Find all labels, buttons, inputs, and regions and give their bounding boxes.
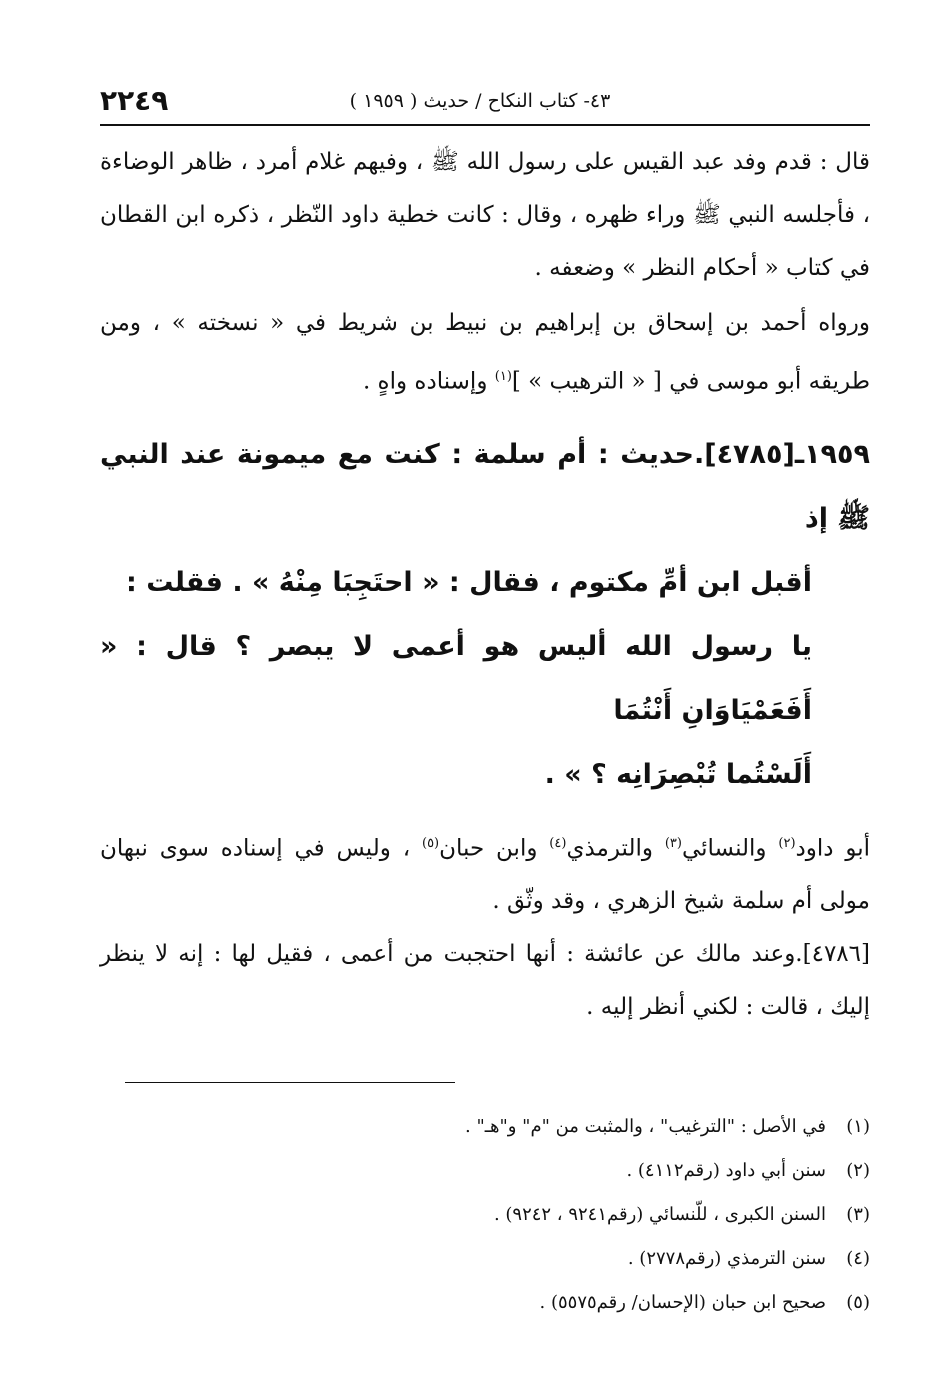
footnote-number: (٣) [846,1204,870,1226]
hadith-line-2: أقبل ابن أمِّ مكتوم ، فقال : « احتَجِبَا مِنْهُ » . فقلت : [126,566,812,598]
footnote-separator [100,1082,870,1083]
footnote-1 [100,1105,870,1149]
takhrij-text-1: أبو داود [795,835,871,862]
page-number: ٢٢٤٩ [100,84,169,117]
footnotes [100,1105,870,1325]
takhrij-text-2: والنسائي [681,835,779,862]
footnote-number: (٤) [846,1248,870,1270]
footnote-text: صحيح ابن حبان (الإحسان/ رقم٥٥٧٥) . [539,1292,826,1314]
footnote-ref-4: (٤) [549,835,567,851]
footnote-text: سنن أبي داود (رقم٤١١٢) . [626,1160,826,1182]
takhrij-text-3: والترمذي [566,835,665,862]
narration-paragraph [100,297,870,409]
hadith-line-4: أَلَسْتُما تُبْصِرَانِه ؟ » . [544,758,812,790]
aisha-paragraph: [٤٧٨٦].وعند مالك عن عائشة : أنها احتجبت من أعمى ، فقيل لها : إنه لا ينظر إليك ، قالت : لكني أنظر إليه . [100,941,870,1021]
footnote-text: السنن الكبرى ، للّنسائي (رقم٩٢٤١ ، ٩٢٤٢) . [493,1204,826,1226]
footnote-number: (١) [846,1116,870,1138]
footnote-5 [100,1281,870,1325]
footnote-number: (٢) [846,1160,870,1182]
takhrij-text-5: ، وليس في إسناده سوى نبهان مولى أم سلمة شيخ الزهري ، وقد وثّق . [100,835,870,915]
intro-paragraph: قال : قدم وفد عبد القيس على رسول الله ﷺ ، وفيهم غلام أمرد ، ظاهر الوضاءة ، فأجلسه النبي ﷺ وراء ظهره ، وقال : كانت خطية داود النّظر ، ذكره ابن القطان في كتاب « أحكام النظر » وضعفه . [100,149,870,281]
footnote-ref-1: (١) [494,369,512,384]
book-page [100,84,870,1325]
footnote-ref-2: (٢) [778,835,796,851]
footnote-ref-5: (٥) [421,835,440,851]
page-header [100,84,870,126]
hadith-line-1: ١٩٥٩ـ[٤٧٨٥].حديث : أم سلمة : كنت مع ميمونة عند النبي ﷺ إذ [100,438,870,534]
footnote-2 [100,1149,870,1193]
footnote-number: (٥) [846,1292,870,1314]
hadith-line-3: يا رسول الله أليس هو أعمى لا يبصر ؟ قال : « أَفَعَمْيَاوَانِ أَنْتُمَا [100,630,812,726]
narration-text-b: وإسناده واهٍ . [362,368,495,395]
footnote-text: سنن الترمذي (رقم٢٧٧٨) . [627,1248,826,1270]
footnote-3 [100,1193,870,1237]
running-title: ٤٣- كتاب النكاح / حديث ( ١٩٥٩ ) [349,90,611,112]
takhrij-paragraph [100,817,870,929]
takhrij-text-4: وابن حبان [439,835,550,862]
footnote-4 [100,1237,870,1281]
footnote-ref-3: (٣) [664,835,682,851]
footnote-text: في الأصل : "الترغيب" ، والمثبت من "م" و"هـ" . [465,1116,826,1138]
narration-text-a: ورواه أحمد بن إسحاق بن إبراهيم بن نبيط بن شريط في « نسخته » ، ومن طريقه أبو موسى في [ « الترهيب » ] [100,310,870,395]
hadith-block [100,423,870,807]
